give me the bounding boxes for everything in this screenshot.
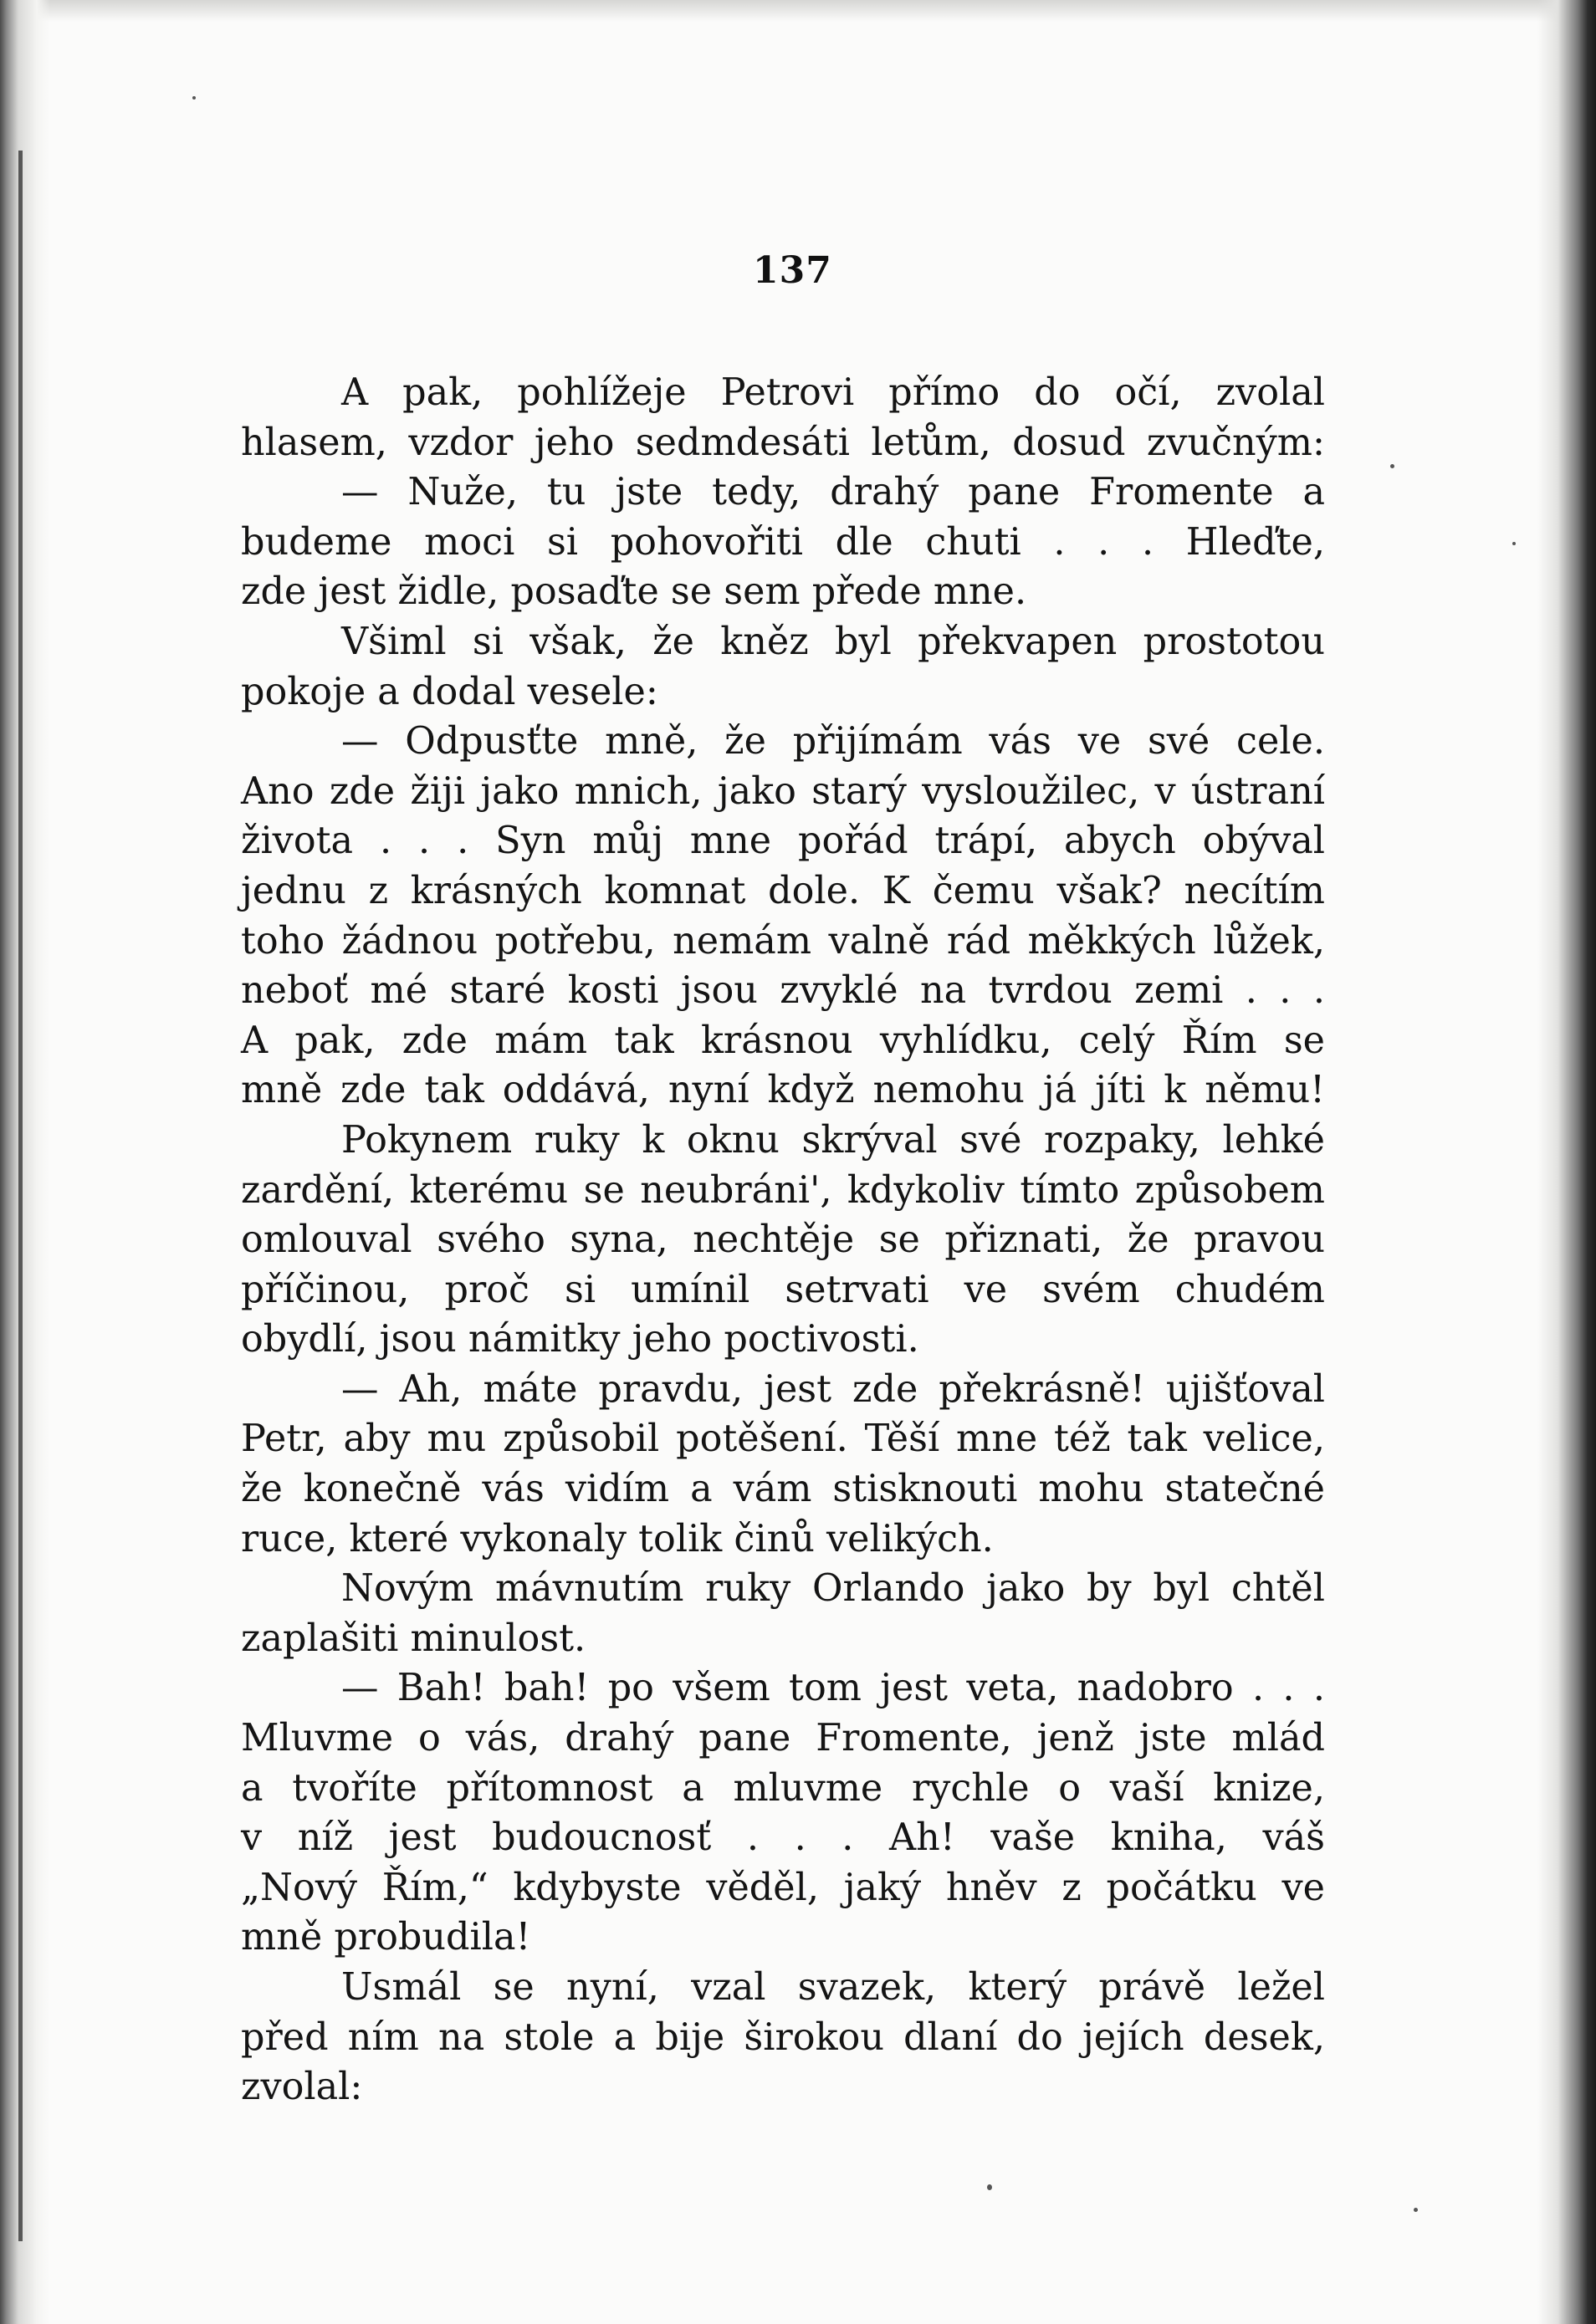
- text-line: Všiml si však, že kněz byl překvapen prostotou: [341, 620, 1325, 663]
- text-line: Mluvme o vás, drahý pane Fromente, jenž jste mlád: [241, 1717, 1325, 1760]
- text-line: „Nový Řím,“ kdybyste věděl, jaký hněv z počátku ve: [241, 1866, 1325, 1909]
- text-line: zvolal:: [241, 2066, 363, 2109]
- text-line: ruce, které vykonaly tolik činů velikých.: [241, 1517, 994, 1560]
- text-line: Petr, aby mu způsobil potěšení. Těší mne též tak velice,: [241, 1417, 1325, 1461]
- text-line: v níž jest budoucnosť . . . Ah! vaše kniha, váš: [241, 1816, 1325, 1860]
- text-line: že konečně vás vidím a vám stisknouti mohu statečné: [241, 1468, 1325, 1511]
- text-line: Novým mávnutím ruky Orlando jako by byl chtěl: [341, 1567, 1325, 1611]
- text-line: pokoje a dodal vesele:: [241, 670, 658, 713]
- text-line: toho žádnou potřebu, nemám valně rád měkkých lůžek,: [241, 919, 1325, 963]
- text-line: hlasem, vzdor jeho sedmdesáti letům, dosud zvučným:: [241, 421, 1325, 464]
- body-text: [241, 368, 1325, 2112]
- text-line: omlouval svého syna, nechtěje se přiznati, že pravou: [241, 1218, 1325, 1262]
- scan-speck: [192, 96, 196, 100]
- scan-speck: [1414, 2208, 1418, 2212]
- text-line: Usmál se nyní, vzal svazek, který právě ležel: [341, 1966, 1325, 2009]
- text-line: A pak, zde mám tak krásnou vyhlídku, celý Řím se: [241, 1019, 1325, 1062]
- text-line: a tvoříte přítomnost a mluvme rychle o vaší knize,: [241, 1766, 1325, 1810]
- scan-speck: [1512, 542, 1516, 545]
- text-line: života . . . Syn můj mne pořád trápí, abych obýval: [241, 820, 1325, 863]
- text-line: mně probudila!: [241, 1916, 531, 1959]
- text-line: neboť mé staré kosti jsou zvyklé na tvrdou zemi . . .: [241, 969, 1325, 1013]
- text-line: mně zde tak oddává, nyní když nemohu já jíti k němu!: [241, 1069, 1325, 1112]
- page-number: 137: [753, 249, 832, 292]
- scan-speck: [1390, 464, 1394, 468]
- page-top-shadow: [0, 0, 1596, 22]
- binding-spine-line: [18, 151, 23, 2241]
- text-line: před ním na stole a bije širokou dlaní do jejích desek,: [241, 2015, 1325, 2059]
- text-line: jednu z krásných komnat dole. K čemu však? necítím: [241, 869, 1325, 912]
- text-line: obydlí, jsou námitky jeho poctivosti.: [241, 1318, 919, 1361]
- page-edge-shadow-right: [1537, 0, 1596, 2324]
- text-line: zardění, kterému se neubráni', kdykoliv tímto způsobem: [241, 1168, 1325, 1212]
- scan-speck: [987, 2184, 992, 2190]
- text-line: — Ah, máte pravdu, jest zde překrásně! ujišťoval: [341, 1367, 1325, 1411]
- text-line: — Nuže, tu jste tedy, drahý pane Fromente a: [341, 471, 1325, 514]
- text-line: Pokynem ruky k oknu skrýval své rozpaky, lehké: [341, 1118, 1325, 1162]
- text-line: — Bah! bah! po všem tom jest veta, nadobro . . .: [341, 1667, 1325, 1710]
- text-line: příčinou, proč si umínil setrvati ve svém chudém: [241, 1268, 1325, 1311]
- text-line: A pak, pohlížeje Petrovi přímo do očí, zvolal: [341, 371, 1325, 414]
- text-line: Ano zde žiji jako mnich, jako starý vysloužilec, v ústraní: [241, 769, 1325, 813]
- text-line: budeme moci si pohovořiti dle chuti . . . Hleďte,: [241, 520, 1325, 564]
- text-line: zaplašiti minulost.: [241, 1617, 586, 1660]
- binding-shadow-left: [0, 0, 50, 2324]
- text-line: zde jest židle, posaďte se sem přede mne.: [241, 570, 1027, 614]
- text-line: — Odpusťte mně, že přijímám vás ve své cele.: [341, 720, 1325, 764]
